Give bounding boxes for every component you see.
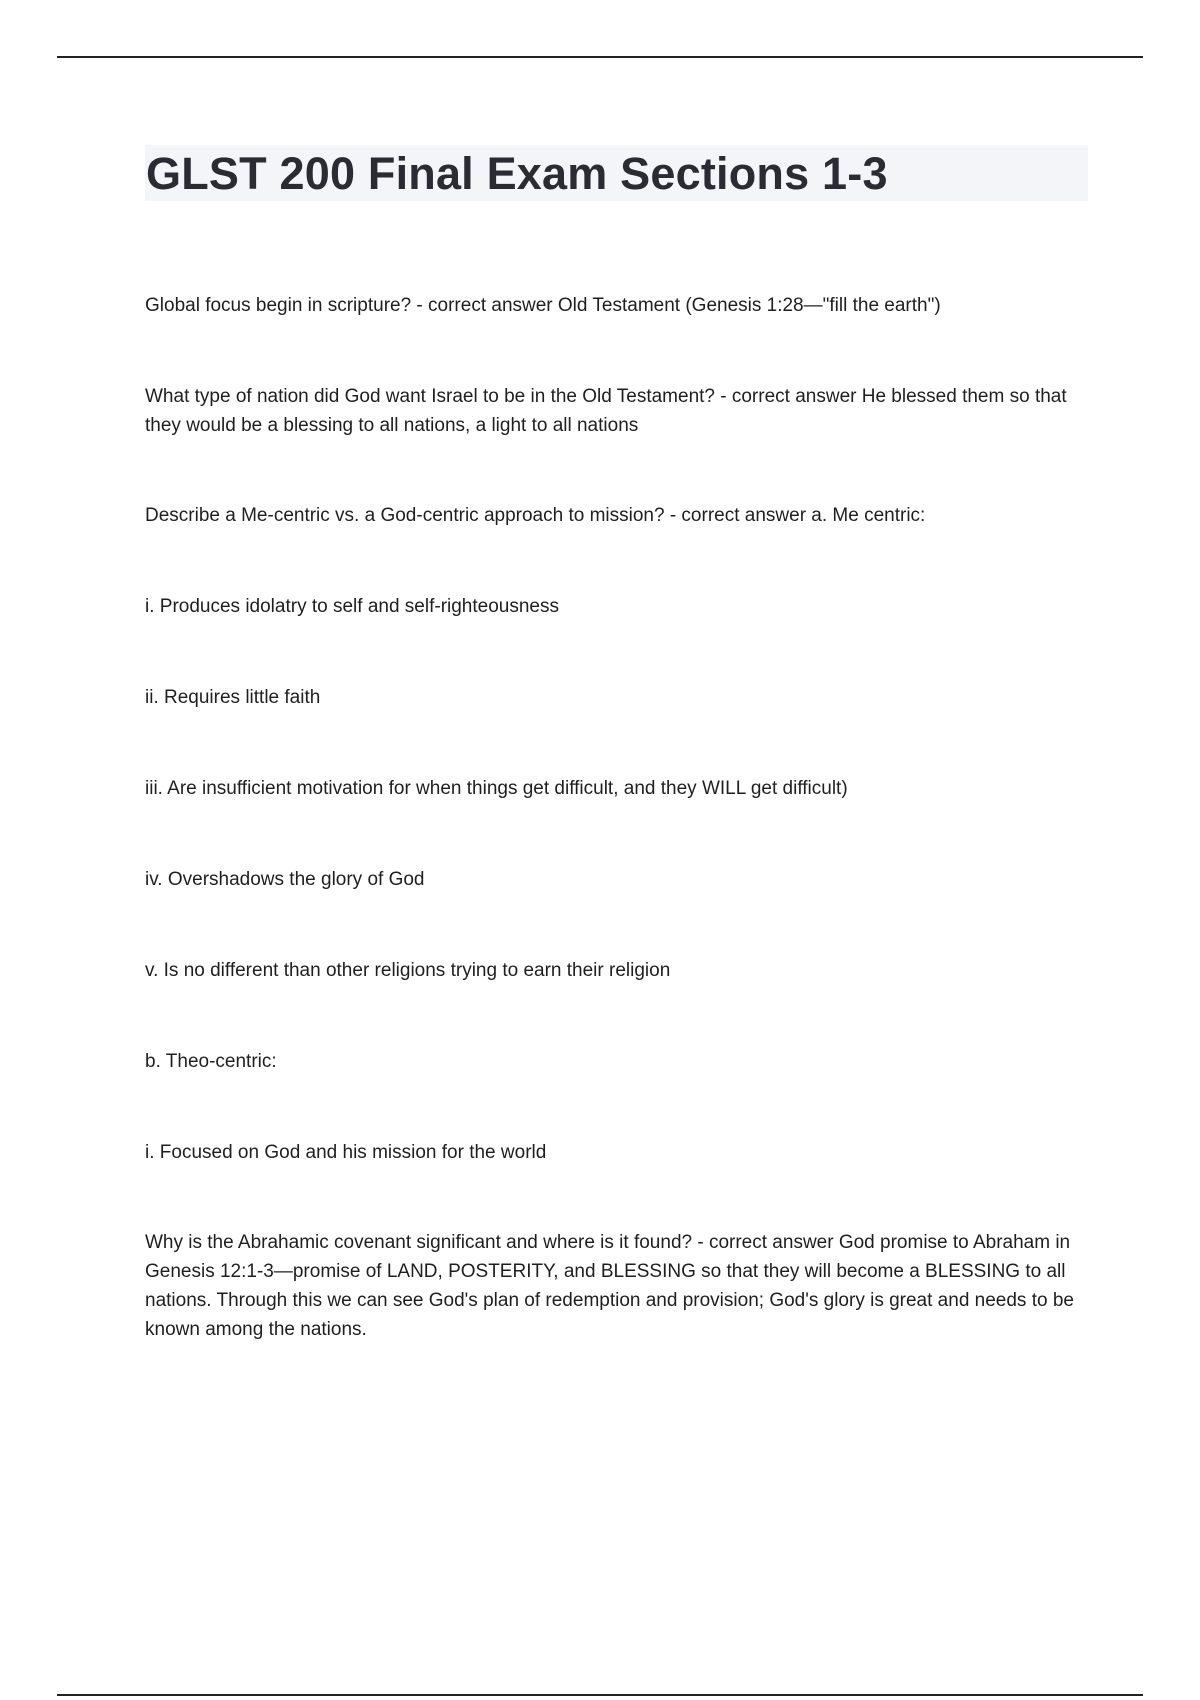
bottom-rule [57, 1694, 1143, 1696]
qa-abrahamic-covenant: Why is the Abrahamic covenant significant and where is it found? - correct answer God promise to Abraham in Genesis 12:1-3—promise of LAND, POSTERITY, and BLESSING so that they will become a BLESSING to all nations. Through this we can see God's plan of redemption and provision; God's glory is great and needs to be known among the nations. [145, 1232, 1074, 1340]
list-item: v. Is no different than other religions trying to earn their religion [145, 960, 671, 981]
qa-me-vs-god-centric: Describe a Me-centric vs. a God-centric approach to mission? - correct answer a. Me centric: [145, 505, 926, 526]
page-title: GLST 200 Final Exam Sections 1-3 [146, 148, 888, 199]
list-item: i. Produces idolatry to self and self-righteousness [145, 596, 559, 617]
list-item: i. Focused on God and his mission for the world [145, 1142, 547, 1163]
qa-global-focus: Global focus begin in scripture? - correct answer Old Testament (Genesis 1:28—"fill the earth") [145, 295, 941, 316]
list-item: iii. Are insufficient motivation for when things get difficult, and they WILL get difficult) [145, 778, 848, 799]
top-rule [57, 56, 1143, 58]
qa-israel-nation: What type of nation did God want Israel to be in the Old Testament? - correct answer He blessed them so that they would be a blessing to all nations, a light to all nations [145, 386, 1067, 436]
list-item: b. Theo-centric: [145, 1051, 277, 1072]
list-item: ii. Requires little faith [145, 687, 321, 708]
list-item: iv. Overshadows the glory of God [145, 869, 425, 890]
